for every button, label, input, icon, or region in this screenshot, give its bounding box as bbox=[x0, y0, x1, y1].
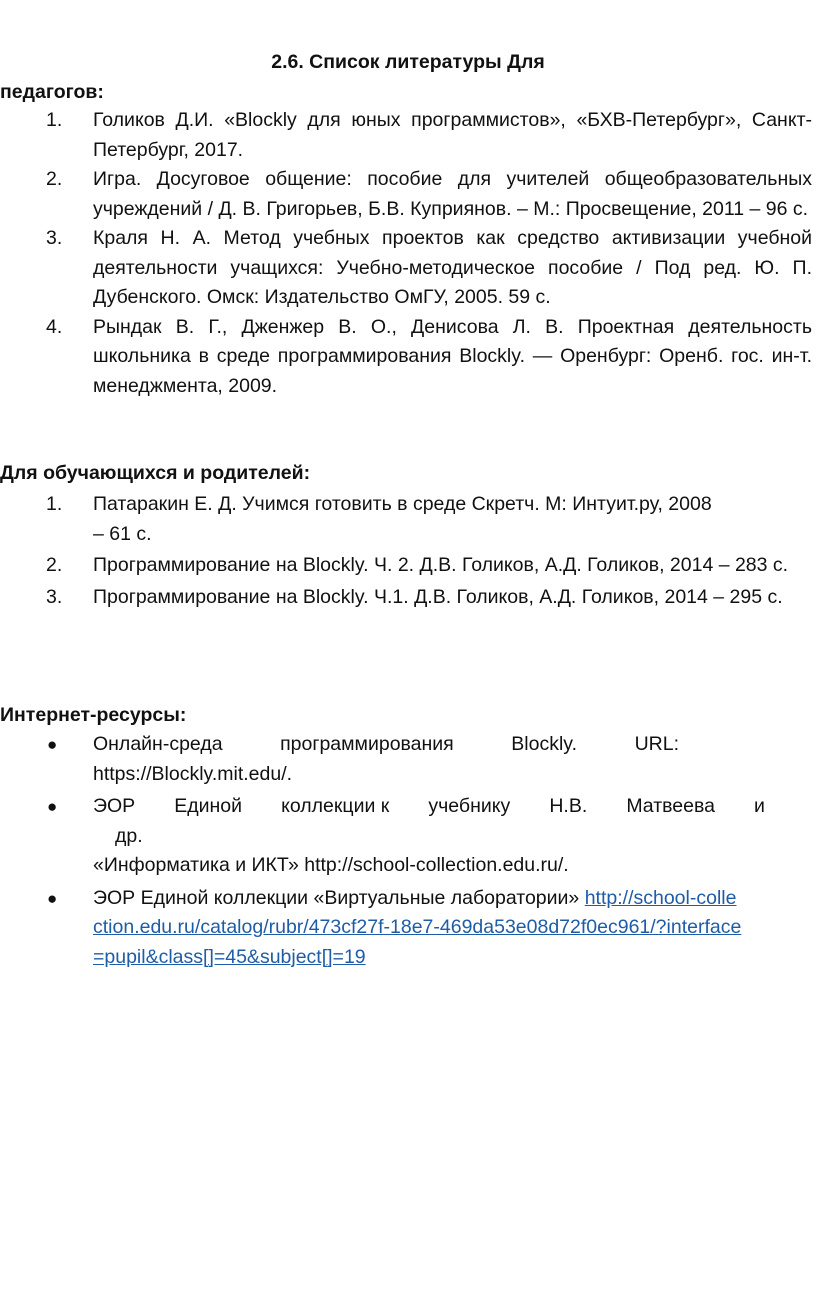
list-item bbox=[0, 583, 816, 613]
bullet-icon: ● bbox=[47, 797, 58, 816]
bullet-icon: ● bbox=[47, 735, 58, 754]
resource-line bbox=[93, 792, 765, 822]
bullet-icon: ● bbox=[47, 888, 58, 908]
word: Единой bbox=[174, 795, 243, 817]
reference-text: Программирование на Blockly. Ч. 2. Д.В. Голиков, А.Д. Голиков, 2014 – 283 с. bbox=[93, 554, 789, 576]
reference-text: Рындак В. Г., Дженжер В. О., Денисова Л. В. Проектная деятельность школьника в среде программирования Blockly. — Оренбург: Оренб. гос. ин-т. менеджмента, 2009. bbox=[93, 315, 812, 397]
resource-line bbox=[93, 730, 679, 760]
list-item bbox=[0, 106, 816, 165]
word: Матвеева bbox=[626, 795, 715, 817]
section-title: 2.6. Список литературы Для bbox=[271, 51, 545, 73]
word: и bbox=[754, 795, 765, 817]
list-item bbox=[0, 730, 816, 789]
list-item bbox=[0, 490, 816, 549]
list-item bbox=[0, 792, 816, 881]
students-reference-list bbox=[0, 490, 816, 612]
resource-text-line: др. bbox=[115, 824, 143, 847]
word: программирования bbox=[280, 733, 454, 755]
list-number: 2. bbox=[46, 168, 63, 190]
list-number: 3. bbox=[46, 227, 63, 249]
internet-resource-list bbox=[0, 730, 816, 972]
teachers-reference-list bbox=[0, 106, 816, 401]
reference-text: Программирование на Blockly. Ч.1. Д.В. Голиков, А.Д. Голиков, 2014 – 295 с. bbox=[93, 585, 783, 608]
virtual-labs-link[interactable]: http://school-collection.edu.ru/catalog/rubr/473cf27f-18e7-469da53e08d72f0ec961/?interface=pupil&class[]=45&subject[]=19 bbox=[93, 886, 742, 968]
reference-text: Голиков Д.И. «Blockly для юных программистов», «БХВ-Петербург», Санкт-Петербург, 2017. bbox=[93, 109, 812, 161]
list-number: 2. bbox=[46, 554, 63, 576]
list-number: 1. bbox=[46, 109, 63, 131]
students-heading: Для обучающихся и родителей: bbox=[0, 462, 311, 484]
resource-url-text: https://Blockly.mit.edu/. bbox=[93, 762, 293, 785]
list-item bbox=[0, 313, 816, 402]
list-number: 4. bbox=[46, 315, 63, 338]
teachers-heading: педагогов: bbox=[0, 81, 104, 103]
word: ЭОР bbox=[93, 795, 136, 817]
word: Н.В. bbox=[549, 795, 588, 817]
resource-text: ЭОР Единой коллекции «Виртуальные лаборатории» bbox=[93, 886, 585, 909]
internet-heading: Интернет-ресурсы: bbox=[0, 704, 187, 726]
reference-text: Краля Н. А. Метод учебных проектов как средство активизации учебной деятельности учащихся: Учебно-методическое пособие / Под ред. Ю. П. Дубенского. Омск: Издательство ОмГУ, 2005. 59 с. bbox=[93, 227, 812, 308]
reference-text-line: – 61 с. bbox=[93, 522, 152, 545]
list-number: 3. bbox=[46, 585, 63, 608]
word: Онлайн-среда bbox=[93, 733, 223, 755]
word: коллекции к bbox=[281, 795, 390, 817]
list-number: 1. bbox=[46, 493, 63, 515]
word: учебнику bbox=[428, 795, 511, 817]
word: Blockly. bbox=[511, 733, 578, 755]
reference-text: Игра. Досуговое общение: пособие для учителей общеобразовательных учреждений / Д. В. Григорьев, Б.В. Куприянов. – М.: Просвещение, 2011 – 96 с. bbox=[93, 168, 812, 220]
reference-text-line: Патаракин Е. Д. Учимся готовить в среде Скретч. М: Интуит.ру, 2008 bbox=[93, 493, 712, 515]
list-item bbox=[0, 224, 816, 313]
list-item bbox=[0, 165, 816, 224]
list-item bbox=[0, 884, 816, 973]
word: URL: bbox=[634, 733, 679, 755]
list-item bbox=[0, 551, 816, 581]
resource-text-line: «Информатика и ИКТ» http://school-collection.edu.ru/. bbox=[93, 854, 569, 876]
